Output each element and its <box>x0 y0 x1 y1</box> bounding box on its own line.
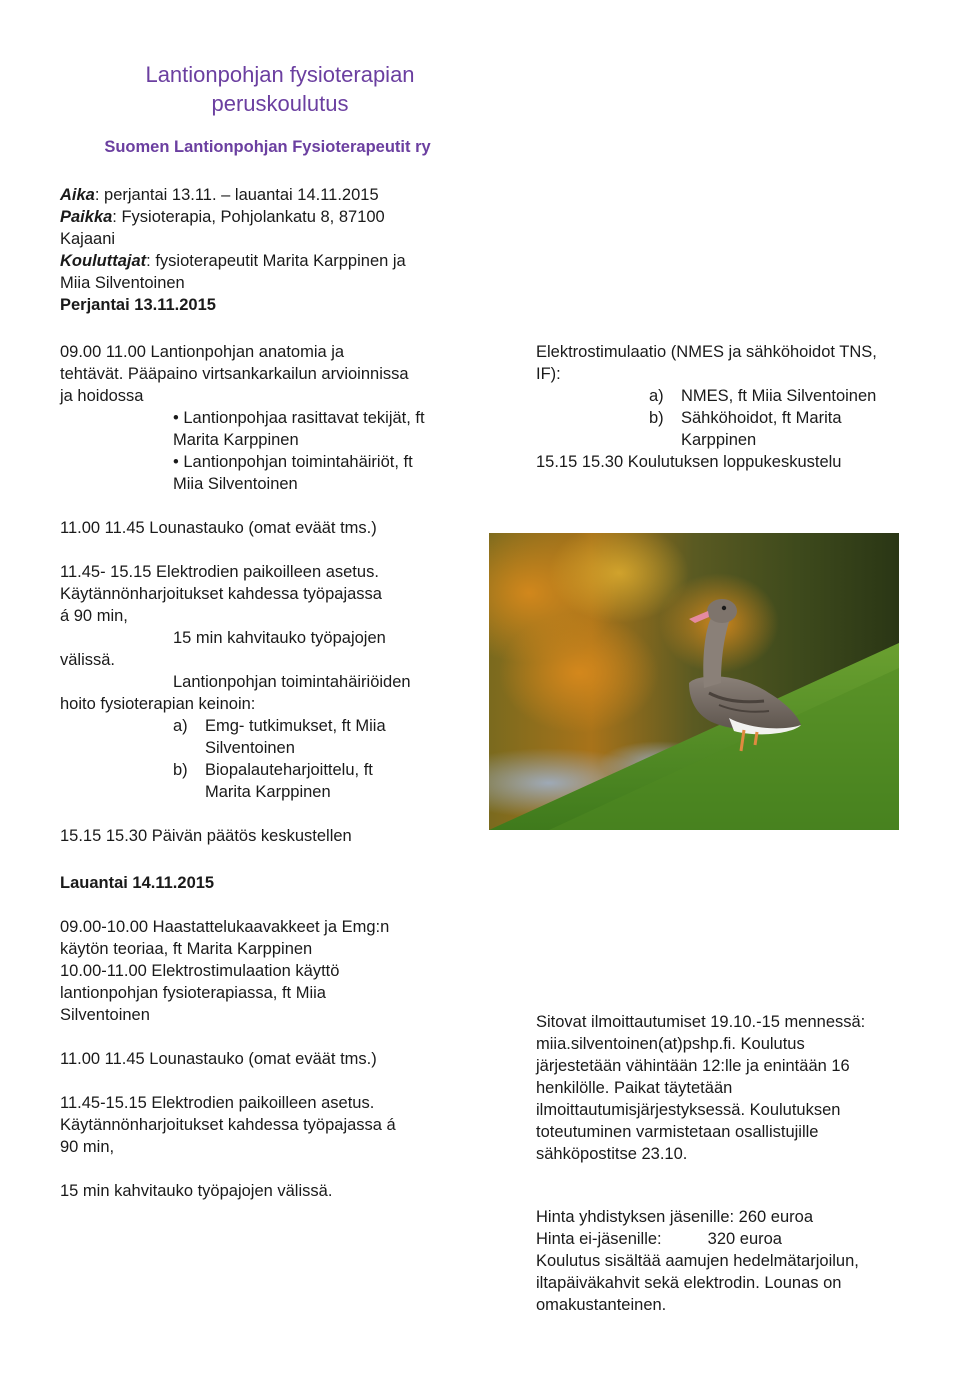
list-text: Karppinen <box>681 431 757 449</box>
friday-schedule <box>60 341 480 847</box>
list-marker: b) <box>173 761 188 779</box>
saturday-line: 15 min kahvitauko työpajojen välissä. <box>60 1182 333 1200</box>
page-title <box>60 60 500 118</box>
list-text: Sähköhoidot, ft Marita <box>681 409 842 427</box>
list-marker: b) <box>649 409 664 427</box>
session-2-line: 15 min kahvitauko työpajojen <box>173 629 386 647</box>
session-2-line: Käytännönharjoitukset kahdessa työpajassa <box>60 585 382 603</box>
saturday-schedule <box>60 872 480 1202</box>
day-closing: 15.15 15.30 Päivän päätös keskustellen <box>60 827 352 845</box>
bullet-item: • Lantionpohjan toimintahäiriöt, ft <box>173 453 413 471</box>
goose-photo <box>489 533 899 830</box>
paikka-label: Paikka <box>60 208 113 226</box>
saturday-line: 09.00-10.00 Haastattelukaavakkeet ja Emg:n <box>60 918 390 936</box>
price-members: Hinta yhdistyksen jäsenille: 260 euroa <box>536 1208 813 1226</box>
session-1-line: 09.00 11.00 Lantionpohjan anatomia ja <box>60 343 345 361</box>
pricing-line: Koulutus sisältää aamujen hedelmätarjoilun, <box>536 1252 859 1270</box>
list-item <box>60 759 480 803</box>
title-line-1: Lantionpohjan fysioterapian <box>145 62 415 87</box>
saturday-line: lantionpohjan fysioterapiassa, ft Miia <box>60 984 326 1002</box>
saturday-line: Käytännönharjoitukset kahdessa työpajassa á <box>60 1116 396 1134</box>
registration-line: sähköpostitse 23.10. <box>536 1145 688 1163</box>
list-item <box>536 385 936 407</box>
session-2-line: Lantionpohjan toimintahäiriöiden <box>173 673 411 691</box>
friday-heading: Perjantai 13.11.2015 <box>60 296 216 314</box>
bullet-item-cont: Miia Silventoinen <box>173 475 298 493</box>
saturday-lunch: 11.00 11.45 Lounastauko (omat eväät tms.) <box>60 1050 377 1068</box>
kouluttajat-label: Kouluttajat <box>60 252 147 270</box>
saturday-line: käytön teoriaa, ft Marita Karppinen <box>60 940 313 958</box>
course-closing: 15.15 15.30 Koulutuksen loppukeskustelu <box>536 453 842 471</box>
session-1-line: ja hoidossa <box>60 387 144 405</box>
list-marker: a) <box>649 387 664 405</box>
lunch-break: 11.00 11.45 Lounastauko (omat eväät tms.) <box>60 519 377 537</box>
organizer-name: Suomen Lantionpohjan Fysioterapeutit ry <box>104 138 431 156</box>
registration-line: ilmoittautumisjärjestyksessä. Koulutuksen <box>536 1101 841 1119</box>
kouluttajat-value-cont: Miia Silventoinen <box>60 274 185 292</box>
elektro-line: Elektrostimulaatio (NMES ja sähköhoidot TNS, <box>536 343 877 361</box>
list-item <box>536 407 936 451</box>
registration-line: järjestetään vähintään 12:lle ja enintään 16 <box>536 1057 850 1075</box>
course-info <box>60 184 480 316</box>
friday-right-schedule <box>536 341 936 473</box>
registration-line: henkilölle. Paikat täytetään <box>536 1079 733 1097</box>
pricing-info <box>536 1206 936 1316</box>
paikka-value-cont: Kajaani <box>60 230 116 248</box>
pricing-line: omakustanteinen. <box>536 1296 667 1314</box>
saturday-line: 90 min, <box>60 1138 115 1156</box>
price-nonmembers-value: 320 euroa <box>707 1230 782 1248</box>
paikka-value: : Fysioterapia, Pohjolankatu 8, 87100 <box>112 208 385 226</box>
price-nonmembers-label: Hinta ei-jäsenille: <box>536 1230 662 1248</box>
elektro-line: IF): <box>536 365 561 383</box>
session-2-line: välissä. <box>60 651 116 669</box>
registration-line: miia.silventoinen(at)pshp.fi. Koulutus <box>536 1035 805 1053</box>
goose-image <box>489 533 899 830</box>
saturday-line: 11.45-15.15 Elektrodien paikoilleen asetus. <box>60 1094 375 1112</box>
list-text: Emg- tutkimukset, ft Miia <box>205 717 386 735</box>
list-marker: a) <box>173 717 188 735</box>
bullet-item: • Lantionpohjaa rasittavat tekijät, ft <box>173 409 425 427</box>
session-2-line: 11.45- 15.15 Elektrodien paikoilleen asetus. <box>60 563 379 581</box>
aika-value: : perjantai 13.11. – lauantai 14.11.2015 <box>94 186 379 204</box>
saturday-line: Silventoinen <box>60 1006 150 1024</box>
aika-label: Aika <box>60 186 95 204</box>
session-1-line: tehtävät. Pääpaino virtsankarkailun arvioinnissa <box>60 365 409 383</box>
list-item <box>60 715 480 759</box>
registration-line: toteutuminen varmistetaan osallistujille <box>536 1123 819 1141</box>
pricing-line: iltapäiväkahvit sekä elektrodin. Lounas on <box>536 1274 842 1292</box>
session-2-line: á 90 min, <box>60 607 128 625</box>
saturday-heading: Lauantai 14.11.2015 <box>60 874 215 892</box>
registration-info <box>536 1011 936 1165</box>
list-text: NMES, ft Miia Silventoinen <box>681 387 877 405</box>
list-text: Biopalauteharjoittelu, ft <box>205 761 373 779</box>
bullet-item-cont: Marita Karppinen <box>173 431 299 449</box>
title-line-2: peruskoulutus <box>211 91 349 116</box>
saturday-line: 10.00-11.00 Elektrostimulaation käyttö <box>60 962 340 980</box>
list-text: Marita Karppinen <box>205 783 331 801</box>
kouluttajat-value: : fysioterapeutit Marita Karppinen ja <box>146 252 406 270</box>
list-text: Silventoinen <box>205 739 295 757</box>
session-2-line: hoito fysioterapian keinoin: <box>60 695 256 713</box>
registration-line: Sitovat ilmoittautumiset 19.10.-15 mennessä: <box>536 1013 866 1031</box>
